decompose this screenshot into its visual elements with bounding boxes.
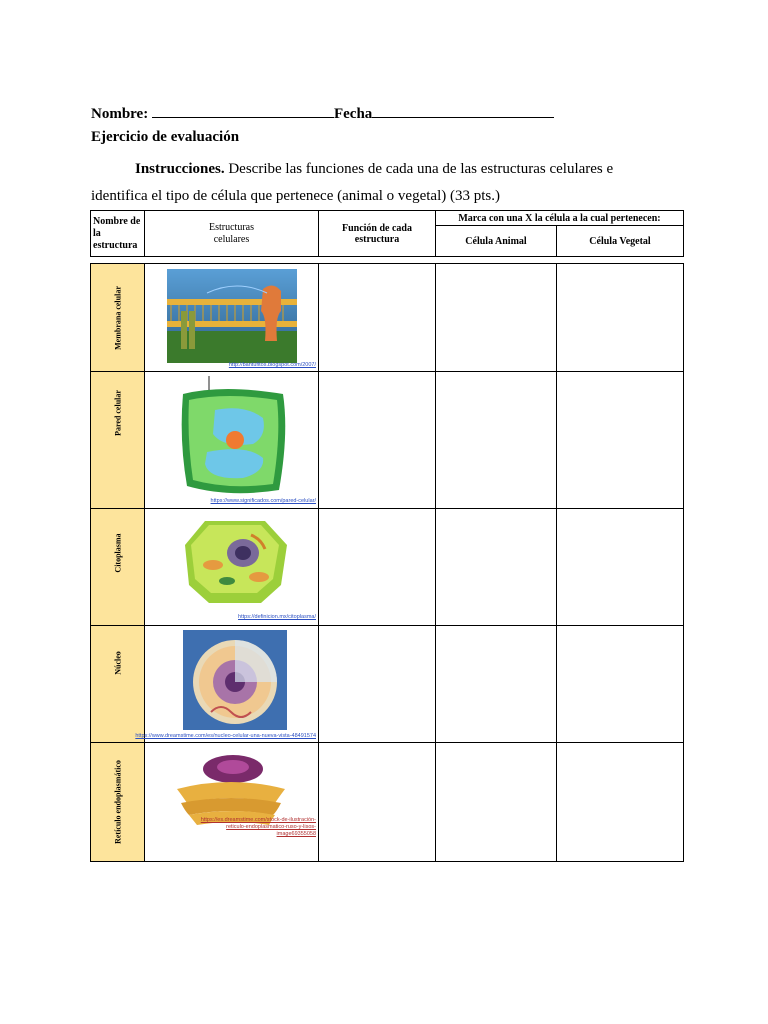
col-function-header: Función de cada estructura: [319, 211, 436, 257]
nucleus-illustration: [183, 630, 287, 730]
instructions-text: Describe las funciones de cada una de las estructuras celulares e identifica el tipo de célula que pertenece (animal o vegetal) (33 pts.): [91, 161, 614, 204]
row-name-cell: [91, 626, 145, 743]
col-structures-header: Estructuras celulares: [145, 211, 319, 257]
cell-membrane-illustration: [167, 269, 297, 363]
function-cell[interactable]: [319, 743, 436, 862]
image-cell: [145, 372, 319, 509]
source-link[interactable]: https://es.dreamstime.com/stock-de-ilustración-reticulo-endoplasmatico-ruso-y-lisos-image69355058: [200, 817, 316, 837]
plant-cell-wall-illustration: [175, 376, 295, 496]
name-blank[interactable]: [152, 104, 334, 118]
instructions-label: Instrucciones.: [135, 161, 225, 177]
row-name-cell: [91, 372, 145, 509]
cytoplasm-illustration: [181, 515, 289, 607]
function-cell[interactable]: [319, 264, 436, 372]
animal-cell[interactable]: [436, 743, 557, 862]
vegetal-cell[interactable]: [557, 743, 684, 862]
vegetal-cell[interactable]: [557, 264, 684, 372]
name-label: Nombre:: [91, 106, 149, 122]
table-row: [91, 372, 684, 509]
function-cell[interactable]: [319, 372, 436, 509]
animal-cell[interactable]: [436, 264, 557, 372]
instructions: [91, 156, 651, 210]
function-cell[interactable]: [319, 509, 436, 626]
row-name: Membrana celular: [113, 285, 122, 350]
image-cell: [145, 743, 319, 862]
function-cell[interactable]: [319, 626, 436, 743]
date-label: Fecha: [333, 106, 373, 122]
table-row: [91, 626, 684, 743]
row-name: Citoplasma: [113, 533, 122, 573]
image-cell: [135, 626, 319, 743]
image-cell: [145, 264, 319, 372]
date-blank[interactable]: [372, 104, 554, 118]
vegetal-cell[interactable]: [557, 626, 684, 743]
col-vegetal-header: Célula Vegetal: [557, 226, 684, 257]
row-name: Pared celular: [113, 389, 122, 436]
structures-table: [90, 263, 684, 862]
animal-cell[interactable]: [436, 372, 557, 509]
image-cell: [145, 509, 319, 626]
source-link[interactable]: http://bantufitos.blogspot.com/2007/: [228, 362, 316, 368]
row-name-cell: [91, 509, 145, 626]
table-row: [91, 509, 684, 626]
col-mark-header: Marca con una X la célula a la cual pertenecen:: [436, 211, 684, 226]
source-link[interactable]: https://definicion.mx/citoplasma/: [238, 614, 316, 620]
table-row: [91, 743, 684, 862]
animal-cell[interactable]: [436, 626, 557, 743]
table-header: [90, 210, 684, 257]
row-name: Núcleo: [113, 651, 122, 675]
source-link[interactable]: https://www.significados.com/pared-celular/: [210, 498, 316, 504]
source-link[interactable]: https://www.dreamstime.com/es/nucleo-celular-una-nueva-vista-48491574: [135, 733, 316, 739]
col-name-header: Nombre de la estructura: [91, 211, 145, 257]
table-row: [91, 264, 684, 372]
row-name: Retículo endoplasmático: [113, 760, 122, 844]
row-name-cell: [91, 264, 145, 372]
col-animal-header: Célula Animal: [436, 226, 557, 257]
name-date-line: [91, 104, 554, 123]
animal-cell[interactable]: [436, 509, 557, 626]
vegetal-cell[interactable]: [557, 509, 684, 626]
row-name-cell: [91, 743, 145, 862]
vegetal-cell[interactable]: [557, 372, 684, 509]
exercise-title: Ejercicio de evaluación: [91, 129, 240, 145]
